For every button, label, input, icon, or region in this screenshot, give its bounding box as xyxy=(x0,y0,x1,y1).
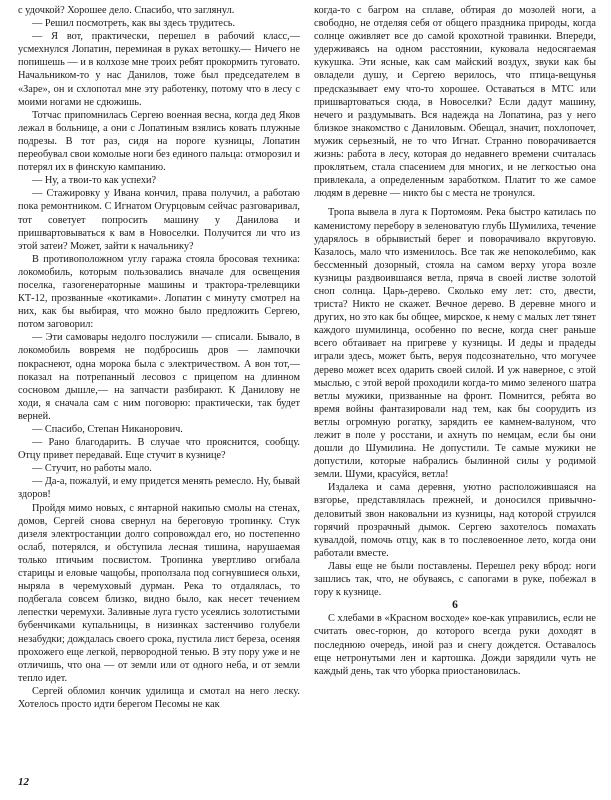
left-paragraph: Сергей обломил кончик удилища и смотал на него леску. Хотелось просто идти берегом Песомы не как xyxy=(18,685,300,710)
left-paragraph: — Да-а, пожалуй, и ему придется менять ремесло. Ну, бывай здоров! xyxy=(18,476,300,501)
left-paragraph: В противоположном углу гаража стояла бросовая техника: локомобиль, которым пользовались вначале для освещения поселка, газогенераторные машины и трактора-трелевщики КТ-12, прозванные «котиками». Лопатин с минуту смотрел на них, как бы выбирая, что можно было предложить Сергею, потом заговорил: xyxy=(18,253,300,331)
left-paragraph: Пройдя мимо новых, с янтарной накипью смолы на стенах, домов, Сергей снова свернул на береговую тропинку. Стук дизеля электростанции долго сопровождал его, но постепенно ослаб, потерялся, и обступила лесная тишина, нарушаемая только птичьим посвистом. Тропинка увертливо огибала старицы и еловые чащобы, проползала под согнувшиеся ольхи, ныряла в черемуховый дурман. Река то отдалялась, то подбегала совсем близко, видно было, как несет течением лепестки черемухи. Заливные луга густо усеялись золотистыми бубенчиками купальницы, в низинках застенчиво голубели незабудки; дождалась своего срока, пустила лист береза, осеняя прохожего еще легкой, первородной тенью. В эту пору уже и не отличишь, что она — от земли или от одного неба, и от земли тепло идет. xyxy=(18,502,300,684)
left-column xyxy=(18,4,300,711)
right-paragraph: Тропа вывела в луга к Портомоям. Река быстро катилась по каменистому перебору в зеленоватую глубь Шумилиха, течение ударялось в обрывистый берег и поворачивало вкруговую. Казалось, мало что изменилось. Все так же непоколебимо, как бессменный дозорный, стояла на самом верху угора возле кузницы раздвоившаяся ветла, пряча в своей листве золотой сноп солнца. Царь-дерево. Сколько ему лет: сто, двести, триста? Никто не скажет. Вечное дерево. В деревне много и других, но это как бы общее, мирское, к нему с малых лет тянет каждого шумилинца, особенно по весне, когда снег раньше всего обтаивает на пригреве у кузницы. И деды и прадеды играли здесь, может быть, веруя подсознательно, что могучее дерево может всех одарить своей силой. И уж наверное, с этой мыслью, с этой верой проходили когда-то мимо зеленого шатра ветлы мужики, призванные на фронт. Помнится, ребята во время войны фантазировали над тем, как бы соорудить из ветлы огромную рогатку, зарядить ее камнем-валуном, что лежит в поле у росстани, и ахнуть по немцам, если бы они дошли до Шумилина. Не допустили. Те самые мужики не допустили, которые набрались былинной силы у родимой земли. Шуми, красуйся, ветла! xyxy=(314,207,596,481)
left-paragraph: — Ну, а твои-то как успехи? xyxy=(32,175,157,187)
left-paragraph: — Рано благодарить. В случае что прояснится, сообщу. Отцу привет передавай. Еще стучит в кузнице? xyxy=(18,437,300,462)
right-paragraph: Издалека и сама деревня, уютно расположившаяся на взгорье, представлялась прежней, и доносился привычно-деловитый звон наковальни из кузницы, над которой струился горячий прозрачный дымок. Сергею захотелось помахать кувалдой, помочь отцу, как в то послевоенное лето, когда они работали вместе. xyxy=(314,482,596,559)
left-paragraph: — Спасибо, Степан Никанорович. xyxy=(32,424,183,435)
right-column xyxy=(314,4,596,678)
left-paragraph: — Я вот, практически, перешел в рабочий класс,— усмехнулся Лопатин, переминая в руках ветошку.— Ничего не попишешь — и в колхозе мне троих ребят прокормить туговато. Начальником-то у нас Данилов, тоже был председателем в «Заре», он и схлопотал мне эту работенку, потому что в лесу с моими ногами не сдюжишь. xyxy=(18,31,300,108)
left-paragraph: Тотчас припомнилась Сергею военная весна, когда дед Яков лежал в больнице, а они с Лопатиным взялись ковать плужные подрезы. В тот раз, сидя на пороге кузницы, Лопатин переобувал свои комолые ноги без единого пальца: отморозил и потерял их в финскую кампанию. xyxy=(18,109,300,174)
page-number: 12 xyxy=(18,776,29,788)
left-paragraph: с удочкой? Хорошее дело. Спасибо, что заглянул. xyxy=(18,5,235,16)
chapter-number: 6 xyxy=(452,599,458,612)
right-paragraph: Лавы еще не были поставлены. Перешел реку вброд: ноги зашлись так, что, не обуваясь, с сапогами в руке, побежал в гору к кузнице. xyxy=(314,560,596,599)
right-paragraph: С хлебами в «Красном восходе» кое-как управились, если не считать овес-горюн, до которого всегда руки доходят в последнюю очередь, иной раз и снегу дождется. Оставалось еще нетронутыми лен и картошка. Дожди зарядили чуть не каждый день, так что уборка приостановилась. xyxy=(314,613,596,677)
left-paragraph: — Стучит, но работы мало. xyxy=(32,463,152,475)
left-paragraph: — Эти самовары недолго послужили — списали. Бывало, в локомобиль вовремя не подбросишь дров — лампочки покраснеют, одна морока была с электричеством. А вон тот,— показал на потрепанный лесовоз с прицепом на длинном сосновом дышле,— на запчасти разбирают. К Данилову не ходи, я сначала сам с ним поговорю: практически, так будет верней. xyxy=(18,332,300,422)
left-paragraph: — Решил посмотреть, как вы здесь трудитесь. xyxy=(32,18,236,30)
right-paragraph: когда-то с багром на сплаве, обтирая до мозолей ноги, а свободно, не отделяя себя от общего праздника природы, когда солнце оживляет все до самой крохотной травинки. Впереди, удерживаясь на одном расстоянии, куковала недосягаемая кукушка. Эти ясные, как сам майский воздух, звуки как бы овладели душу, и Сергею верилось, что птица-вещунья предсказывает ему что-то хорошее. Оставаться в МТС или пришвартоваться сюда, в Новоселки? Если дадут машину, нечего и раздумывать. Вся надежда на Лопатина, раз у него близкое знакомство с Даниловым. Обещал, значит, похлопочет, мужик серьезный, не то что Игнат. Странно поворачивается жизнь: работа в лесу, которая до недавнего времени считалась проклятьем, стала спасением для многих, и не легкостью она привлекала, а определенным заработком. Платит то же самое людям в деревне — никто бы с места не тронулся. xyxy=(314,5,596,200)
left-paragraph: — Стажировку у Ивана кончил, права получил, а работаю пока ремонтником. С Игнатом Огурцовым сейчас разговаривал, тот советует попросить машину у Данилова и пришвартовываться к вам в Новоселки. Получится ли что из этой затеи? Может, зайти к начальнику? xyxy=(18,188,300,252)
